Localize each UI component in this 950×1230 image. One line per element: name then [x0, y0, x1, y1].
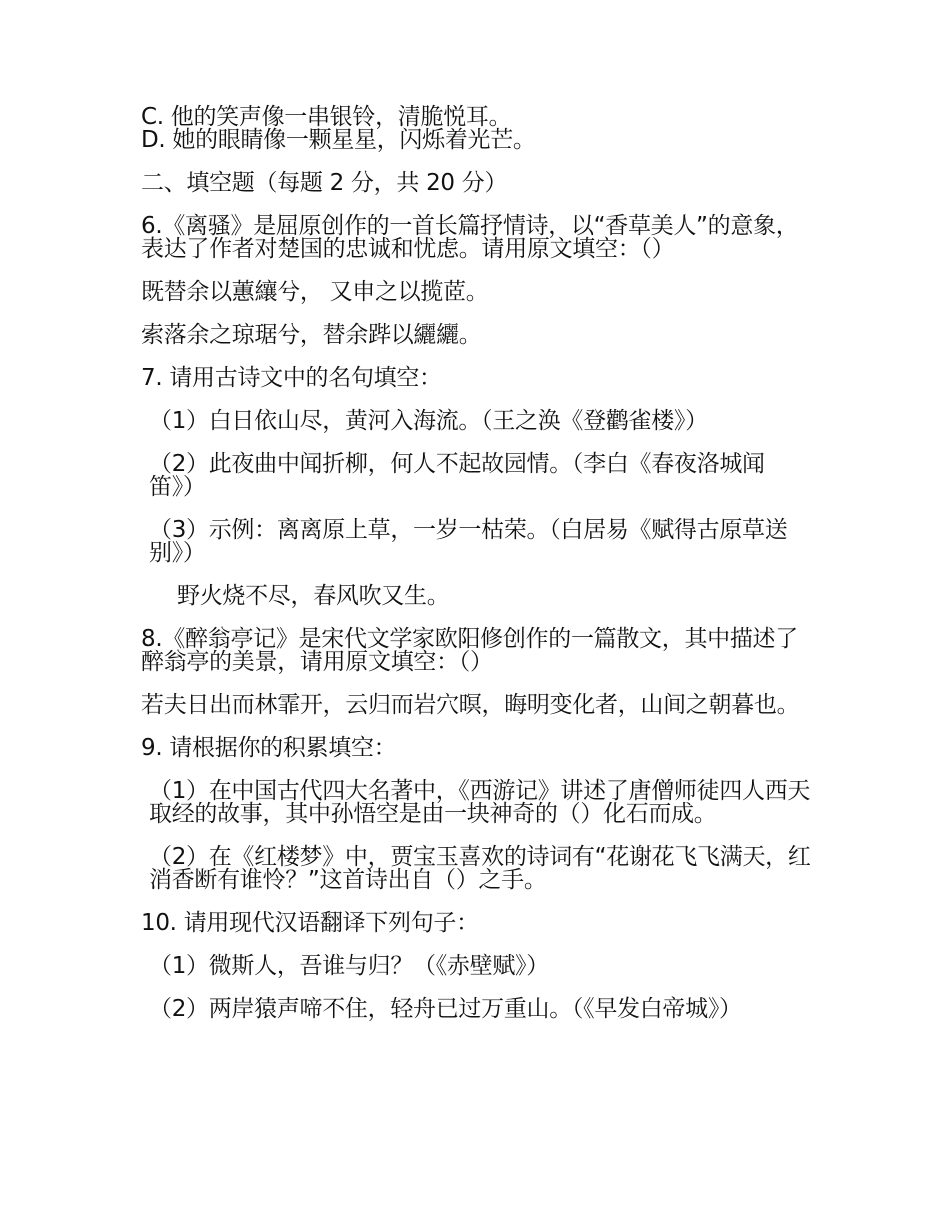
document-body: [141, 106, 816, 1021]
option-d: D. 她的眼睛像一颗星星，闪烁着光芒。: [141, 127, 536, 153]
section-heading: 二、填空题（每题 2 分，共 20 分）: [141, 170, 508, 196]
question-6-line-2: 索落余之琼琚兮，替余跸以纚纚。: [141, 322, 482, 348]
question-7-item-2: （2）此夜曲中闻折柳，何人不起故园情。（李白《春夜洛城闻笛》）: [149, 451, 765, 500]
question-8: 8.《醉翁亭记》是宋代文学家欧阳修创作的一篇散文，其中描述了醉翁亭的美景，请用原文填空：（）: [141, 626, 798, 675]
question-7: 7. 请用古诗文中的名句填空：: [141, 365, 442, 391]
question-7-item-3: （3）示例：离离原上草，一岁一枯荣。（白居易《赋得古原草送别》）: [149, 517, 788, 566]
question-10-item-1: （1）微斯人，吾谁与归？（《赤壁赋》）: [149, 953, 549, 979]
question-10-item-2: （2）两岸猿声啼不住，轻舟已过万重山。（《早发白帝城》）: [149, 996, 742, 1022]
question-8-line: 若夫日出而林霏开，云归而岩穴暝，晦明变化者，山间之朝暮也。: [141, 692, 800, 718]
question-7-item-3-continued: 野火烧不尽，春风吹又生。: [177, 583, 450, 609]
option-c: C. 他的笑声像一串银铃，清脆悦耳。: [141, 104, 512, 130]
question-7-item-1: （1）白日依山尽，黄河入海流。（王之涣《登鹳雀楼》）: [149, 408, 708, 434]
question-6-line-1: 既替余以蕙纕兮， 又申之以揽茝。: [141, 279, 489, 305]
question-9-item-2: （2）在《红楼梦》中，贾宝玉喜欢的诗词有“花谢花飞飞满天，红消香断有谁怜？”这首诗出自（）之手。: [149, 844, 811, 893]
question-9-item-1: （1）在中国古代四大名著中，《西游记》讲述了唐僧师徒四人西天取经的故事，其中孙悟空是由一块神奇的（）化石而成。: [149, 778, 811, 827]
question-10: 10. 请用现代汉语翻译下列句子：: [141, 910, 479, 936]
question-9: 9. 请根据你的积累填空：: [141, 735, 397, 761]
question-6: 6.《离骚》是屈原创作的一首长篇抒情诗，以“香草美人”的意象，表达了作者对楚国的忠诚和忧虑。请用原文填空：（）: [141, 213, 799, 262]
